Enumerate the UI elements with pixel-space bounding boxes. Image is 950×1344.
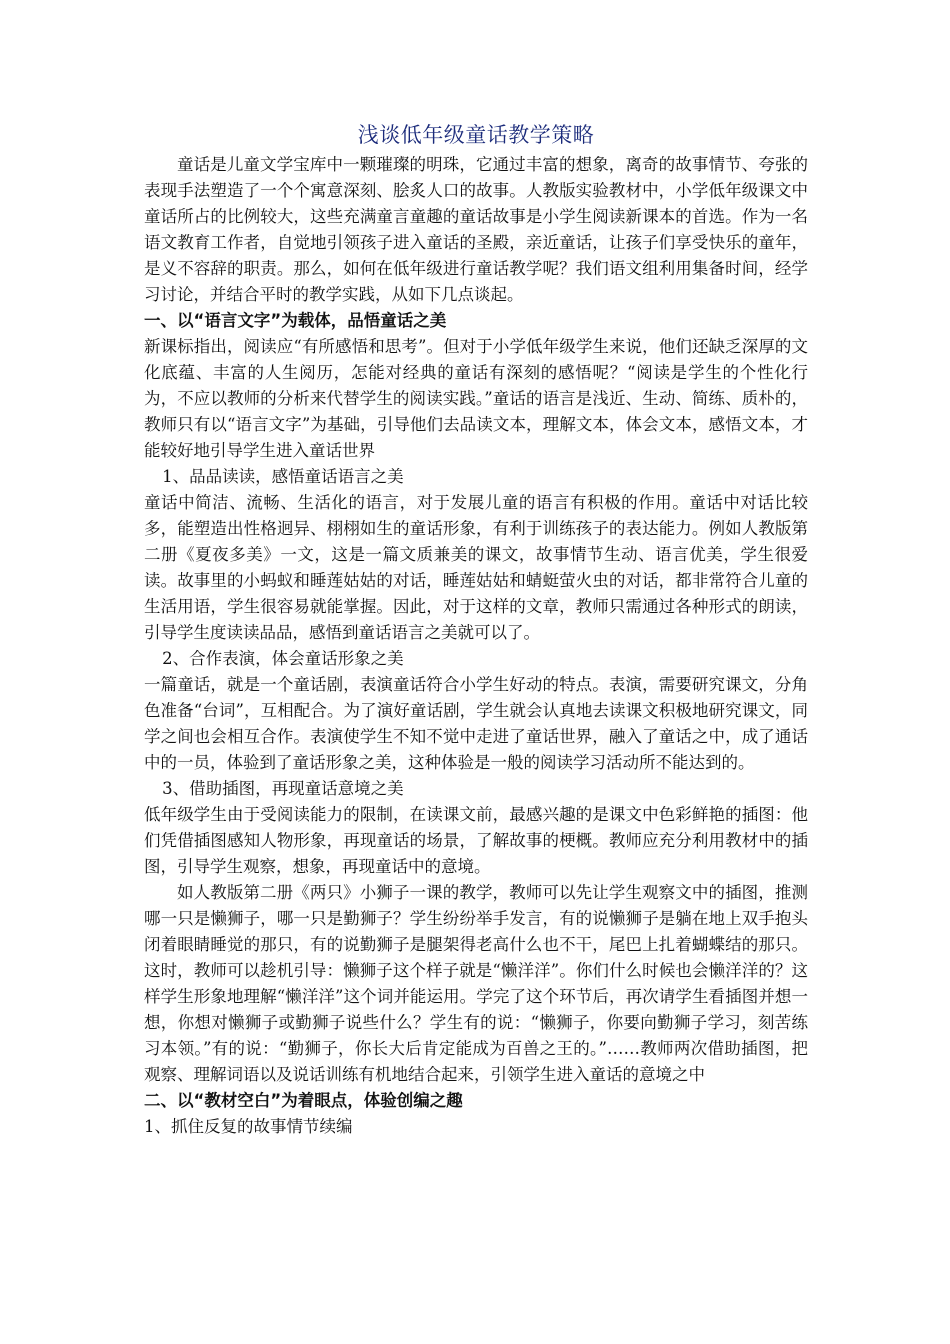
section-1-paragraph: 新课标指出，阅读应“有所感悟和思考”。但对于小学低年级学生来说，他们还缺乏深厚的文化底蕴、丰富的人生阅历，怎能对经典的童话有深刻的感悟呢？“阅读是学生的个性化行为，不应以教师的分析来代替学生的阅读实践。”童话的语言是浅近、生动、简练、质朴的，教师只有以“语言文字”为基础，引导他们去品读文本，理解文本，体会文本，感悟文本，才能较好地引导学生进入童话世界: [144, 337, 808, 460]
subsection-1-1-paragraph: 童话中简洁、流畅、生活化的语言，对于发展儿童的语言有积极的作用。童话中对话比较多，能塑造出性格迥异、栩栩如生的童话形象，有利于训练孩子的表达能力。例如人教版第二册《夏夜多美》一文，这是一篇文质兼美的课文，故事情节生动、语言优美，学生很爱读。故事里的小蚂蚁和睡莲姑姑的对话，睡莲姑姑和蜻蜓萤火虫的对话，都非常符合儿童的生活用语，学生很容易就能掌握。因此，对于这样的文章，教师只需通过各种形式的朗读，引导学生度读读品品，感悟到童话语言之美就可以了。: [144, 493, 808, 642]
section-1-heading: 一、以“语言文字”为载体，品悟童话之美: [144, 311, 447, 330]
subsection-1-2-paragraph: 一篇童话，就是一个童话剧，表演童话符合小学生好动的特点。表演，需要研究课文，分角色准备“台词”，互相配合。为了演好童话剧，学生就会认真地去读课文积极地研究课文，同学之间也会相互合作。表演使学生不知不觉中走进了童话世界，融入了童话之中，成了通话中的一员，体验到了童话形象之美，这种体验是一般的阅读学习活动所不能达到的。: [144, 675, 808, 772]
subsection-1-3-example-paragraph: 如人教版第二册《两只》小狮子一课的教学，教师可以先让学生观察文中的插图，推测哪一只是懒狮子，哪一只是勤狮子？学生纷纷举手发言，有的说懒狮子是躺在地上双手抱头闭着眼睛睡觉的那只，有的说勤狮子是腿架得老高什么也不干，尾巴上扎着蝴蝶结的那只。这时，教师可以趁机引导：懒狮子这个样子就是“懒洋洋”。你们什么时候也会懒洋洋的？这样学生形象地理解“懒洋洋”这个词并能运用。学完了这个环节后，再次请学生看插图并想一想，你想对懒狮子或勤狮子说些什么？学生有的说：“懒狮子，你要向勤狮子学习，刻苦练习本领。”有的说：“勤狮子，你长大后肯定能成为百兽之王的。”……教师两次借助插图，把观察、理解词语以及说话训练有机地结合起来，引领学生进入童话的意境之中: [144, 883, 808, 1084]
subsection-1-1-title: 1、品品读读，感悟童话语言之美: [162, 467, 404, 486]
section-2-heading: 二、以“教材空白”为着眼点，体验创编之趣: [144, 1091, 463, 1110]
intro-paragraph: 童话是儿童文学宝库中一颗璀璨的明珠，它通过丰富的想象，离奇的故事情节、夸张的表现手法塑造了一个个寓意深刻、脍炙人口的故事。人教版实验教材中，小学低年级课文中童话所占的比例较大，这些充满童言童趣的童话故事是小学生阅读新课本的首选。作为一名语文教育工作者，自觉地引领孩子进入童话的圣殿，亲近童话，让孩子们享受快乐的童年，是义不容辞的职责。那么，如何在低年级进行童话教学呢？我们语文组利用集备时间，经学习讨论，并结合平时的教学实践，从如下几点谈起。: [144, 155, 808, 304]
subsection-1-3-title: 3、借助插图，再现童话意境之美: [162, 779, 404, 798]
subsection-1-2-title: 2、合作表演，体会童话形象之美: [162, 649, 404, 668]
subsection-2-1-title: 1、抓住反复的故事情节续编: [144, 1117, 353, 1136]
subsection-1-3-paragraph: 低年级学生由于受阅读能力的限制，在读课文前，最感兴趣的是课文中色彩鲜艳的插图：他们凭借插图感知人物形象，再现童话的场景，了解故事的梗概。教师应充分利用教材中的插图，引导学生观察，想象，再现童话中的意境。: [144, 805, 808, 876]
document-page: [144, 118, 808, 1140]
document-title: 浅谈低年级童话教学策略: [357, 123, 595, 147]
